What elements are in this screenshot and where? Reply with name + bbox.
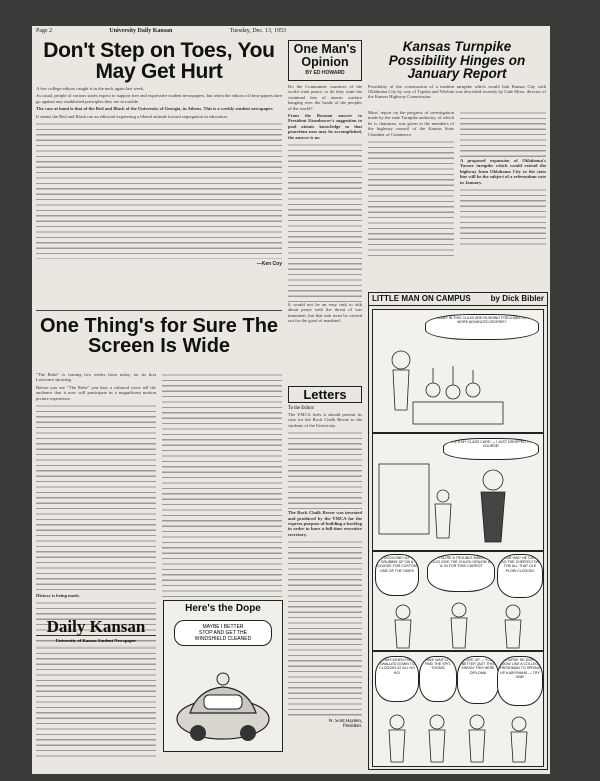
turnpike-body-lines-b	[460, 110, 546, 158]
staff-box-lines	[36, 645, 156, 757]
opinion-paragraph-2: From the Russian answer to President Eisenhower's suggestion to pool atomic knowledge so that peacetime uses may be accomplished, the answer is no.	[288, 113, 362, 140]
dope-ad	[163, 600, 283, 752]
toes-paragraph-2: As usual, people of various states expect to support free and expressive student newspapers, but when the editors of these papers dare go against any established principles they are in trouble.	[36, 93, 282, 104]
headline-turnpike: Kansas Turnpike Possibility Hinges on January Report	[388, 40, 526, 81]
dope-ad-speech	[174, 620, 272, 646]
comic-panel-3	[372, 551, 544, 651]
robe-paragraph-1: "The Robe" is coming two weeks from today, for its first Lawrence showing.	[36, 372, 156, 383]
dope-ad-title: Here's the Dope	[185, 603, 261, 614]
headline-toes: Don't Step on Toes, You May Get Hurt	[43, 40, 275, 83]
comic-bubble-1: HOW MANY IN THIS CLASS ARE RUSHING FOR A MASTERS OR MORE ADVANCED DEGREE?	[425, 314, 539, 340]
comic-bubble-2: HERE'S MY CLASS CARD — I JUST DROPPED THIS COURSE!	[443, 438, 539, 460]
comic-panel-4	[372, 651, 544, 767]
staff-box-subtitle: University of Kansas Student Newspaper	[55, 638, 137, 643]
comic-header	[369, 293, 547, 306]
turnpike-body-lines-c	[460, 187, 546, 247]
letters-column	[288, 386, 362, 770]
robe-paragraph-3: History is being made.	[36, 593, 80, 599]
toes-paragraph-3: The case at hand is that of the Red and Black of the University of Georgia, in Athens. This is a weekly student newspaper.	[36, 106, 274, 112]
comic-panel-1	[372, 309, 544, 433]
dope-ad-line-2: STOP AND GET THE	[199, 630, 247, 636]
graduates-drawing	[373, 652, 543, 766]
classroom-drawing	[373, 310, 543, 432]
newspaper-page	[32, 26, 550, 774]
opinion-column	[288, 40, 362, 380]
letters-signature: W. Scott Hayden,	[328, 719, 362, 725]
turnpike-paragraph-3: A proposed expansion of Oklahoma's Turner turnpike which would extend the highway from Oklahoma City to the state line will be the subject of a referendum vote in January.	[460, 158, 546, 185]
comic-bubble-9: COURSE HE DON'T KNOW LIKE A COLLEGE FRESHMAN TO SPRING UP A AIRYNAHD — TRY ONE!	[497, 656, 543, 706]
comic-bubble-6: HAH! WHEN I'SE SWALLED DOWN TO CLOGGIN' AT ALL HO HO!	[375, 656, 419, 702]
toes-paragraph-4: It seems the Red and Black ran an editorial expressing a liberal attitude toward segregation in education.	[36, 113, 228, 119]
comic-title: LITTLE MAN ON CAMPUS	[372, 294, 471, 303]
comic-author: by Dick Bibler	[490, 294, 544, 303]
letters-header	[288, 386, 362, 403]
paper-name: University Daily Kansan	[109, 28, 173, 34]
cowboys-drawing	[373, 552, 543, 650]
car-illustration	[168, 669, 278, 747]
comic-bubble-4: OH, YOU'RE A TROUBLE-MAKER — YOU'D GIVE THE CHUCK DRAGIN' AN 'A' IN FOR THIS! CARROT	[427, 554, 495, 592]
editorial-toes	[36, 40, 282, 306]
letters-salutation: To the Editor:	[288, 406, 315, 411]
opinion-body-lines	[288, 142, 362, 302]
letters-paragraph-1: The YMCA feels it should present its case for the Rock Chalk Revue to the students of the University.	[288, 412, 362, 428]
comic-panel-2	[372, 433, 544, 551]
opinion-title: One Man's Opinion	[293, 42, 357, 69]
letters-paragraph-2: The Rock Chalk Revue was invented and produced by the YMCA for the express purpose of building a backlog in order to have a full-time executive secretary.	[288, 510, 362, 537]
masthead	[36, 28, 286, 38]
robe-paragraph-2: Before you see "The Robe" you hear a cultured voice tell the audience that it now will participate in a magnificent motion picture experience.	[36, 384, 156, 401]
staff-box-title: Daily Kansan	[36, 618, 156, 636]
comic-bubble-3: DOGGONE! UZ' GRUBBIN' UP ON A DOGGIE FOR CUSTOM ONE OF THE OKIES	[375, 554, 419, 596]
dope-ad-line-3: WINDSHIELD CLEANED	[194, 636, 252, 642]
page-number: Page 2	[36, 28, 53, 34]
office-drawing	[373, 434, 543, 550]
turnpike-paragraph-1: Possibility of the construction of a modern turnpike which would link Kansas City with Oklahoma City by way of Topeka and Wichita was described recently by Gale Moss, director of the Kansas Highway Commission.	[368, 83, 546, 100]
opinion-header	[288, 40, 362, 81]
dope-ad-line-1: MAYBE I BETTER	[202, 624, 244, 630]
opinion-paragraph-1: Do the Communist countries of the world want peace, or do they want the continual fear of atomic warfare hanging over the heads of the peoples of the world?	[288, 84, 362, 111]
letters-body-lines-b	[288, 539, 362, 719]
turnpike-paragraph-2: Moss' report on the progress of investigation made by the state Turnpike authority, of which he is chairman, was given to the members of the highway council of the Kansas State Chamber of Commerce.	[368, 110, 454, 137]
opinion-paragraph-3: It would not be an easy task to talk about peace with the threat of war imminent, but that task must be carried out for the good of mankind.	[288, 302, 362, 324]
toes-byline: —Ken Coy	[256, 261, 282, 268]
letters-signature-title: President.	[342, 724, 362, 730]
staff-box	[36, 618, 156, 768]
toes-body-lines	[36, 121, 282, 259]
letters-body-lines-a	[288, 430, 362, 510]
comic-strip	[368, 292, 548, 770]
comic-bubble-5: HEAR HIM? HE CAN'T GO THE CHEERS FOR THE ALL THAT OLE PLOW CLOGGIN'	[497, 554, 543, 598]
article-turnpike	[368, 40, 546, 286]
robe-body-lines-a	[36, 403, 156, 593]
issue-date: Tuesday, Dec. 13, 1953	[229, 28, 286, 34]
letters-title: Letters	[303, 387, 347, 402]
comic-bubble-7: HAH! WAIT'LL I FIND THE SPIT-TOONS!	[419, 656, 457, 702]
divider-left	[36, 310, 282, 311]
toes-paragraph-1: A few college editors caught it in the neck again last week.	[36, 86, 145, 91]
turnpike-body-lines-a	[368, 139, 454, 259]
robe-body-lines-c	[162, 372, 282, 598]
comic-bubble-8: I GIVE UP — YOU BETTER QUIT THIS SINGIN' THIS HERE DIPLOMA	[457, 656, 499, 704]
headline-robe: One Thing's for Sure The Screen Is Wide	[39, 316, 279, 357]
opinion-byline: BY ED HOWARD	[305, 70, 345, 76]
